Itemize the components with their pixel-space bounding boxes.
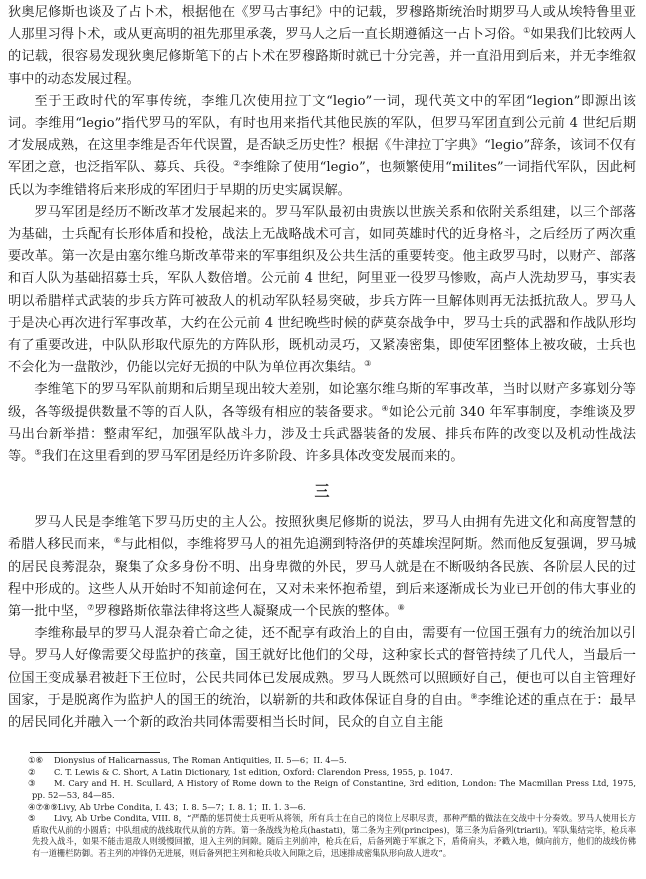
text-run: 如果我们比较两人的记载，很容易发现狄奥尼修斯笔下的占卜术在罗穆路斯时就已十分完善，并一直沿用到后来，并无李维叙事中的动态发展过程。 bbox=[8, 27, 637, 87]
footnote-text: Dionysius of Halicarnassus, The Roman Antiquities, II. 5—6；II. 4—5. bbox=[54, 755, 347, 766]
text-run: 罗马人民是李维笔下罗马历史的主人公。按照狄奥尼修斯的说法，罗马人由拥有先进文化和高度智慧的希腊人移民而来， bbox=[8, 515, 636, 553]
footnote bbox=[8, 767, 636, 779]
footnote bbox=[8, 802, 636, 814]
footnote-text: M. Cary and H. H. Scullard, A History of Rome down to the Reign of Constantine, 3rd edition, London: The Macmillan Press Ltd, 1975, pp. 52—53, 84—85. bbox=[32, 778, 636, 801]
footnote-mark: ② bbox=[28, 766, 36, 777]
text-run: 如论公元前 340 年军事制度，李维谈及罗马出台新举措：整肃军纪，加强军队战斗力，涉及士兵武器装备的发展、排兵布阵的改变以及机动性战法等。 bbox=[8, 404, 637, 465]
text-run: 李维除了使用“legio”，也频繁使用“milites”一词指代军队，因此柯氏以为李维错将后来形成的军团归于早期的历史实属误解。 bbox=[8, 160, 637, 198]
text-run: 与此相似，李维将罗马人的祖先追溯到特洛伊的英雄埃涅阿斯。然而他反复强调，罗马城的居民良莠混杂，聚集了众多身份不明、出身卑微的外民，罗马人就是在不断吸纳各民族、各阶层人民的过程中形成的。这些人从开始时不知前途何在，又对未来怀抱希望，到后来逐渐成长为业已开创的伟大事业的第一批中坚， bbox=[8, 537, 637, 620]
paragraph bbox=[8, 379, 636, 468]
section-number: 三 bbox=[314, 482, 330, 501]
footnote-mark: ④⑦⑧⑨ bbox=[28, 801, 58, 812]
text-run: 李维称最早的罗马人混杂着亡命之徒，还不配享有政治上的自由，需要有一位国王强有力的统治加以引导。罗马人好像需要父母监护的孩童，国王就好比他们的父母，这种家长式的督管持续了几代人，当最后一位国王变成暴君被赶下王位时，公民共同体已发展成熟。罗马人既然可以照顾好自己，便也可以自主管理好国家，于是脱离作为监护人的国王的统治，以崭新的共和政体保证自身的自由。 bbox=[8, 626, 636, 708]
footnote-ref[interactable]: ⑤ bbox=[34, 448, 42, 458]
footnote-divider bbox=[30, 752, 160, 753]
footnote-ref[interactable]: ⑥ bbox=[113, 536, 121, 546]
footnote-ref[interactable]: ④ bbox=[381, 403, 389, 413]
text-run: 我们在这里看到的罗马军团是经历许多阶段、许多具体改变发展而来的。 bbox=[41, 449, 464, 465]
text-run: 李维论述的重点在于：最早的居民同化并融入一个新的政治共同体需要相当长时间，民众的自立自主能 bbox=[8, 692, 637, 731]
footnote bbox=[8, 813, 636, 859]
footnotes bbox=[8, 755, 636, 859]
text-run: 李维笔下的罗马军队前期和后期呈现出较大差别，如论塞尔维乌斯的军事改革，当时以财产多寡划分等级，各等级提供数量不等的百人队，各等级有相应的装备要求。 bbox=[8, 382, 636, 420]
text-run: 罗马军团是经历不断改革才发展起来的。罗马军队最初由贵族以世族关系和依附关系组建，以三个部落为基础，士兵配有长形体盾和投枪，战法上无战略战术可言，如同英雄时代的近身格斗，之后经历了两次重要改革。第一次是由塞尔维乌斯改革带来的军事组织及公共生活的重要转变。他主政罗马时，以财产、部落和百人队为基础招募士兵，军队人数倍增。公元前 4 世纪，阿里亚一役罗马惨败，高卢人洗劫罗马，事实表明以希腊样式武装的步兵方阵可被敌人的机动军队轻易突破，步兵方阵一旦解体则再无法抵抗敌人。罗马人于是决心再次进行军事改革，大约在公元前 4 世纪晚些时候的萨莫奈战争中，罗马士兵的武器和作战队形均有了重要改进，中队队形取代原先的方阵队形，既机动灵巧，又紧凑密集，即使军团整体上被攻破，士兵也不会化为一盘散沙，仍能以完好无损的中队为单位再次集结。 bbox=[8, 204, 636, 376]
footnote bbox=[8, 755, 636, 767]
footnote-mark: ③ bbox=[28, 778, 36, 789]
footnote bbox=[8, 778, 636, 801]
footnote-ref[interactable]: ⑨ bbox=[470, 691, 478, 701]
footnote-mark: ⑤ bbox=[28, 813, 36, 824]
footnote-text: Livy, Ab Urbe Condita, I. 43；I. 8. 5—7；I. 8. 1；II. 1. 3—6. bbox=[57, 801, 306, 812]
footnote-ref[interactable]: ① bbox=[523, 26, 531, 36]
text-run: 罗穆路斯依靠法律将这些人凝聚成一个民族的整体。 bbox=[94, 604, 398, 620]
text-run: 至于王政时代的军事传统，李维几次使用拉丁文“legio”一词，现代英文中的军团“legion”即源出该词。李维用“legio”指代罗马的军队，有时也用来指代其他民族的军队，但罗马军团直到公元前 4 世纪后期才发展成熟，在这里李维是否年代误置，是否缺乏历史性？根据《牛津拉丁字典》“legio”辞条，该词不仅有军团之意，也泛指军队、募兵、兵役。 bbox=[8, 93, 637, 176]
paragraph bbox=[8, 91, 636, 202]
paragraph bbox=[8, 2, 636, 91]
footnote-text: C. T. Lewis & C. Short, A Latin Dictionary, 1st edition, Oxford: Clarendon Press, 1955, p. 1047. bbox=[54, 766, 453, 777]
paragraph bbox=[8, 512, 636, 623]
text-run: 狄奥尼修斯也谈及了占卜术，根据他在《罗马古事纪》中的记载，罗穆路斯统治时期罗马人或从埃特鲁里亚人那里习得卜术，或从更高明的祖先那里承袭，罗马人之后一直长期遵循这一占卜习俗。 bbox=[8, 5, 636, 43]
footnote-ref[interactable]: ⑧ bbox=[397, 603, 405, 613]
footnote-ref[interactable]: ⑦ bbox=[87, 603, 95, 613]
footnote-text: Livy, Ab Urbe Condita, VIII. 8，“严酷的惩罚使士兵更听从将领，所有兵士在自己的岗位上尽职尽责，那种严酷的做法在交战中十分奏效。罗马人使用长方盾取代从前的小圆盾；中队组成的战线取代从前的方阵。第一条战线为枪兵(hastati)，第二条为主列(principes)，第三条为后备列(triarii)。军队集结完毕，枪兵率先投入战斗，如果不能击退敌人则缓慢回撤，退入主列的间隙。随后主列前冲，枪兵在后，后备列跪于军旗之下，盾倚肩头，矛戳入地，倾向前方，他们的战线仿佛有一道栅栏防御。若主列的冲锋仍无进展，则后备列把主列和枪兵收入间隙之后，迅速排成密集队形向敌人进攻”。 bbox=[32, 813, 636, 859]
page bbox=[8, 2, 636, 860]
footnote-ref[interactable]: ③ bbox=[364, 359, 372, 369]
paragraph bbox=[8, 623, 636, 734]
footnote-mark: ①⑥ bbox=[28, 755, 43, 766]
footnote-ref[interactable]: ② bbox=[232, 159, 241, 169]
paragraph bbox=[8, 202, 636, 380]
